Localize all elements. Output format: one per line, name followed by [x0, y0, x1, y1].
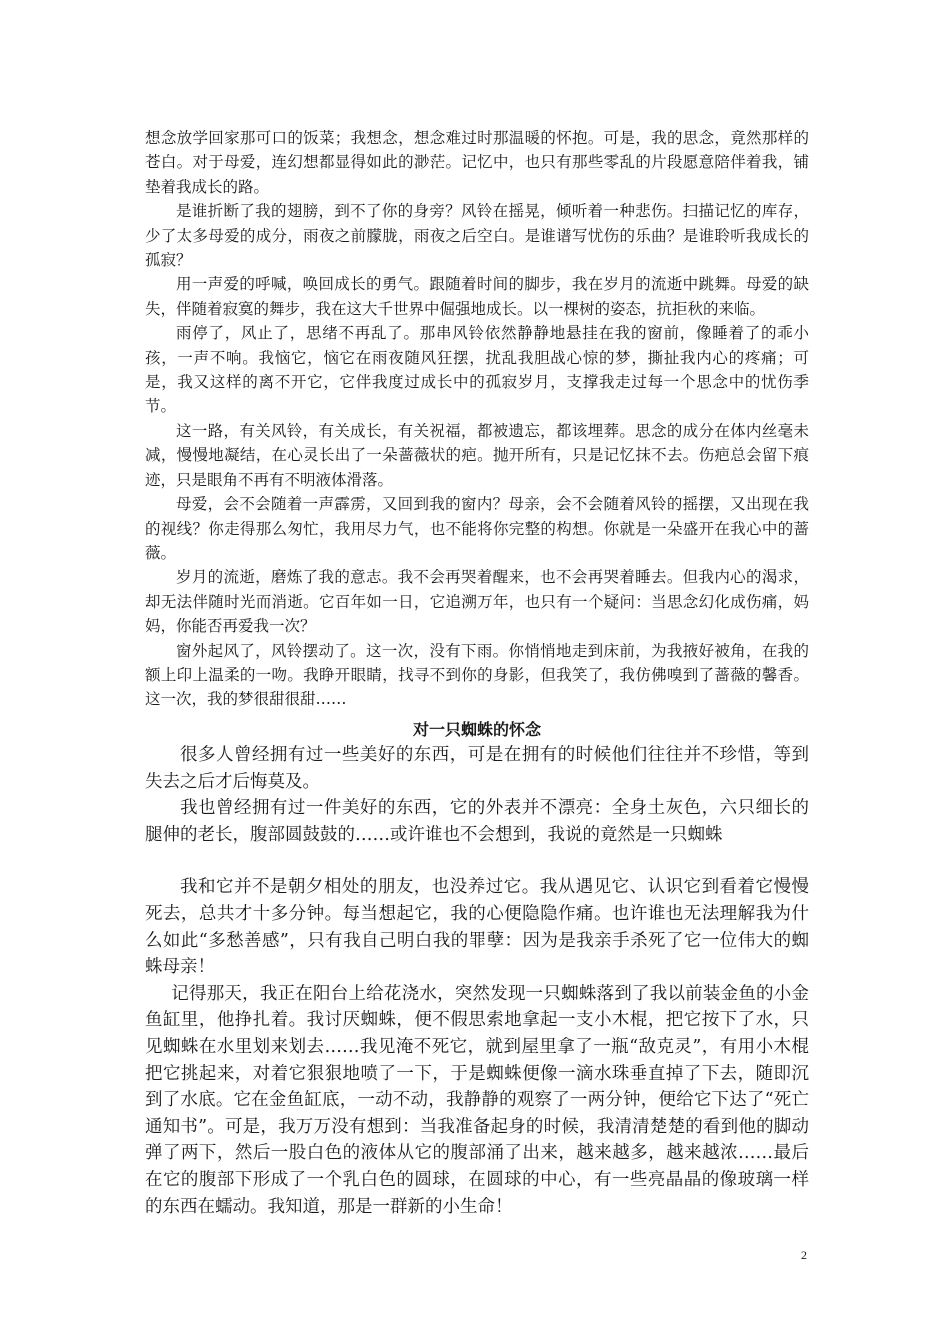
paragraph: 用一声爱的呼喊，唤回成长的勇气。跟随着时间的脚步，我在岁月的流逝中跳舞。母爱的缺失，伴随着寂寞的舞步，我在这大千世界中倔强地成长。以一棵树的姿态，抗拒秋的来临。 — [145, 275, 809, 318]
essay-title: 对一只蜘蛛的怀念 — [412, 720, 541, 739]
page-number: 2 — [801, 1248, 807, 1262]
paragraph: 雨停了，风止了，思绪不再乱了。那串风铃依然静静地悬挂在我的窗前，像睡着了的乖小孩，一声不响。我恼它，恼它在雨夜随风狂摆，扰乱我胆战心惊的梦，撕扯我内心的疼痛；可是，我又这样的离不开它，它伴我度过成长中的孤寂岁月，支撑我走过每一个思念中的忧伤季节。 — [145, 324, 809, 416]
paragraph: 这一路，有关风铃，有关成长，有关祝福，都被遗忘，都该埋葬。思念的成分在体内丝毫未减，慢慢地凝结，在心灵长出了一朵蔷薇状的疤。抛开所有，只是记忆抹不去。伤疤总会留下痕迹，只是眼角不再有不明液体滑落。 — [145, 421, 809, 489]
paragraph: 很多人曾经拥有过一些美好的东西，可是在拥有的时候他们往往并不珍惜，等到失去之后才后悔莫及。 — [145, 745, 809, 792]
paragraph: 是谁折断了我的翅膀，到不了你的身旁？风铃在摇晃，倾听着一种悲伤。扫描记忆的库存，少了太多母爱的成分，雨夜之前朦胧，雨夜之后空白。是谁谱写忧伤的乐曲？是谁聆听我成长的孤寂？ — [145, 202, 809, 270]
paragraph: 我也曾经拥有过一件美好的东西，它的外表并不漂亮：全身土灰色，六只细长的腿伸的老长，腹部圆鼓鼓的……或许谁也不会想到，我说的竟然是一只蜘蛛 — [145, 798, 809, 845]
paragraph: 母爱，会不会随着一声霹雳，又回到我的窗内？母亲，会不会随着风铃的摇摆，又出现在我的视线？你走得那么匆忙，我用尽力气，也不能将你完整的构想。你就是一朵盛开在我心中的蔷薇。 — [145, 495, 809, 562]
paragraph: 我和它并不是朝夕相处的朋友，也没养过它。我从遇见它、认识它到看着它慢慢死去，总共才十多分钟。每当想起它，我的心便隐隐作痛。也许谁也无法理解我为什么如此“多愁善感”，只有我自己明白我的罪孽：因为是我亲手杀死了它一位伟大的蜘蛛母亲！ — [145, 877, 809, 978]
paragraph: 想念放学回家那可口的饭菜；我想念，想念难过时那温暖的怀抱。可是，我的思念，竟然那样的苍白。对于母爱，连幻想都显得如此的渺茫。记忆中，也只有那些零乱的片段愿意陪伴着我，铺垫着我成长的路。 — [145, 129, 809, 196]
essay-continuation — [145, 126, 809, 712]
spider-essay — [145, 742, 809, 1220]
paragraph: 岁月的流逝，磨炼了我的意志。我不会再哭着醒来，也不会再哭着睡去。但我内心的渴求，却无法伴随时光而消逝。它百年如一日，它追溯万年，也只有一个疑问：当思念幻化成伤痛，妈妈，你能否再爱我一次？ — [145, 568, 809, 636]
paragraph: 窗外起风了，风铃摆动了。这一次，没有下雨。你悄悄地走到床前，为我掖好被角，在我的额上印上温柔的一吻。我睁开眼睛，找寻不到你的身影，但我笑了，我仿佛嗅到了蔷薇的馨香。这一次，我的梦很甜很甜…… — [145, 641, 809, 709]
paragraph: 记得那天，我正在阳台上给花浇水，突然发现一只蜘蛛落到了我以前装金鱼的小金鱼缸里，他挣扎着。我讨厌蜘蛛，便不假思索地拿起一支小木棍，把它按下了水，只见蜘蛛在水里划来划去……我见淹不死它，就到屋里拿了一瓶“敌克灵”，有用小木棍把它挑起来，对着它狠狠地喷了一下，于是蜘蛛便像一滴水珠垂直掉了下去，随即沉到了水底。它在金鱼缸底，一动不动，我静静的观察了一两分钟，便给它下达了“死亡通知书”。可是，我万万没有想到：当我准备起身的时候，我清清楚楚的看到他的脚动弹了两下，然后一股白色的液体从它的腹部涌了出来，越来越多，越来越浓……最后在它的腹部下形成了一个乳白色的圆球，在圆球的中心，有一些亮晶晶的像玻璃一样的东西在蠕动。我知道，那是一群新的小生命！ — [145, 983, 809, 1217]
